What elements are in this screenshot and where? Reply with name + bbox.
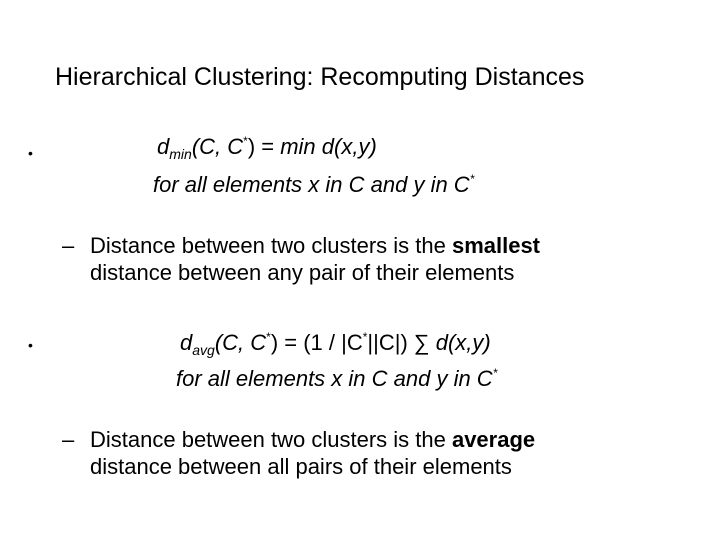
description-line-2: distance between all pairs of their elements xyxy=(90,454,512,479)
sub-bullet-smallest xyxy=(62,232,540,286)
formula-rhs-a: (1 / |C xyxy=(303,330,363,355)
formula-rhs-star: * xyxy=(362,330,368,344)
formula-subscript: avg xyxy=(192,342,215,358)
formula-args: (C, C xyxy=(214,330,267,355)
formula-subscript: min xyxy=(169,146,192,162)
bullet-marker: • xyxy=(28,145,33,161)
condition-star: * xyxy=(492,366,498,380)
bullet-marker: • xyxy=(28,337,33,353)
condition-star: * xyxy=(469,172,475,186)
description-emphasis: average xyxy=(451,427,536,452)
formula-condition xyxy=(153,166,474,198)
description-emphasis: smallest xyxy=(451,233,541,258)
formula-rhs-c: d(x,y) xyxy=(435,330,491,355)
formula-fn: d xyxy=(157,134,170,159)
formula-rhs: min d(x,y) xyxy=(280,134,377,159)
formula-args: (C, C xyxy=(191,134,244,159)
formula-fn: d xyxy=(180,330,193,355)
formula-star: * xyxy=(266,330,271,344)
condition-text: for all elements x in C and y in C xyxy=(153,172,470,197)
sub-bullet-average xyxy=(62,426,535,480)
formula-condition xyxy=(176,360,497,392)
formula-equals: ) = xyxy=(247,134,281,159)
condition-text: for all elements x in C and y in C xyxy=(176,366,493,391)
description-text: Distance between two clusters is the xyxy=(90,233,452,258)
description-line-2: distance between any pair of their elements xyxy=(90,260,515,285)
dash-marker: – xyxy=(62,427,75,452)
slide-title: Hierarchical Clustering: Recomputing Distances xyxy=(55,63,585,91)
formula-star: * xyxy=(243,134,248,148)
dash-marker: – xyxy=(62,233,75,258)
formula-dmin xyxy=(157,128,377,168)
description-text: Distance between two clusters is the xyxy=(90,427,452,452)
formula-equals: ) = xyxy=(270,330,304,355)
formula-rhs-b: ||C|) ∑ xyxy=(367,330,436,355)
formula-davg xyxy=(180,324,491,364)
